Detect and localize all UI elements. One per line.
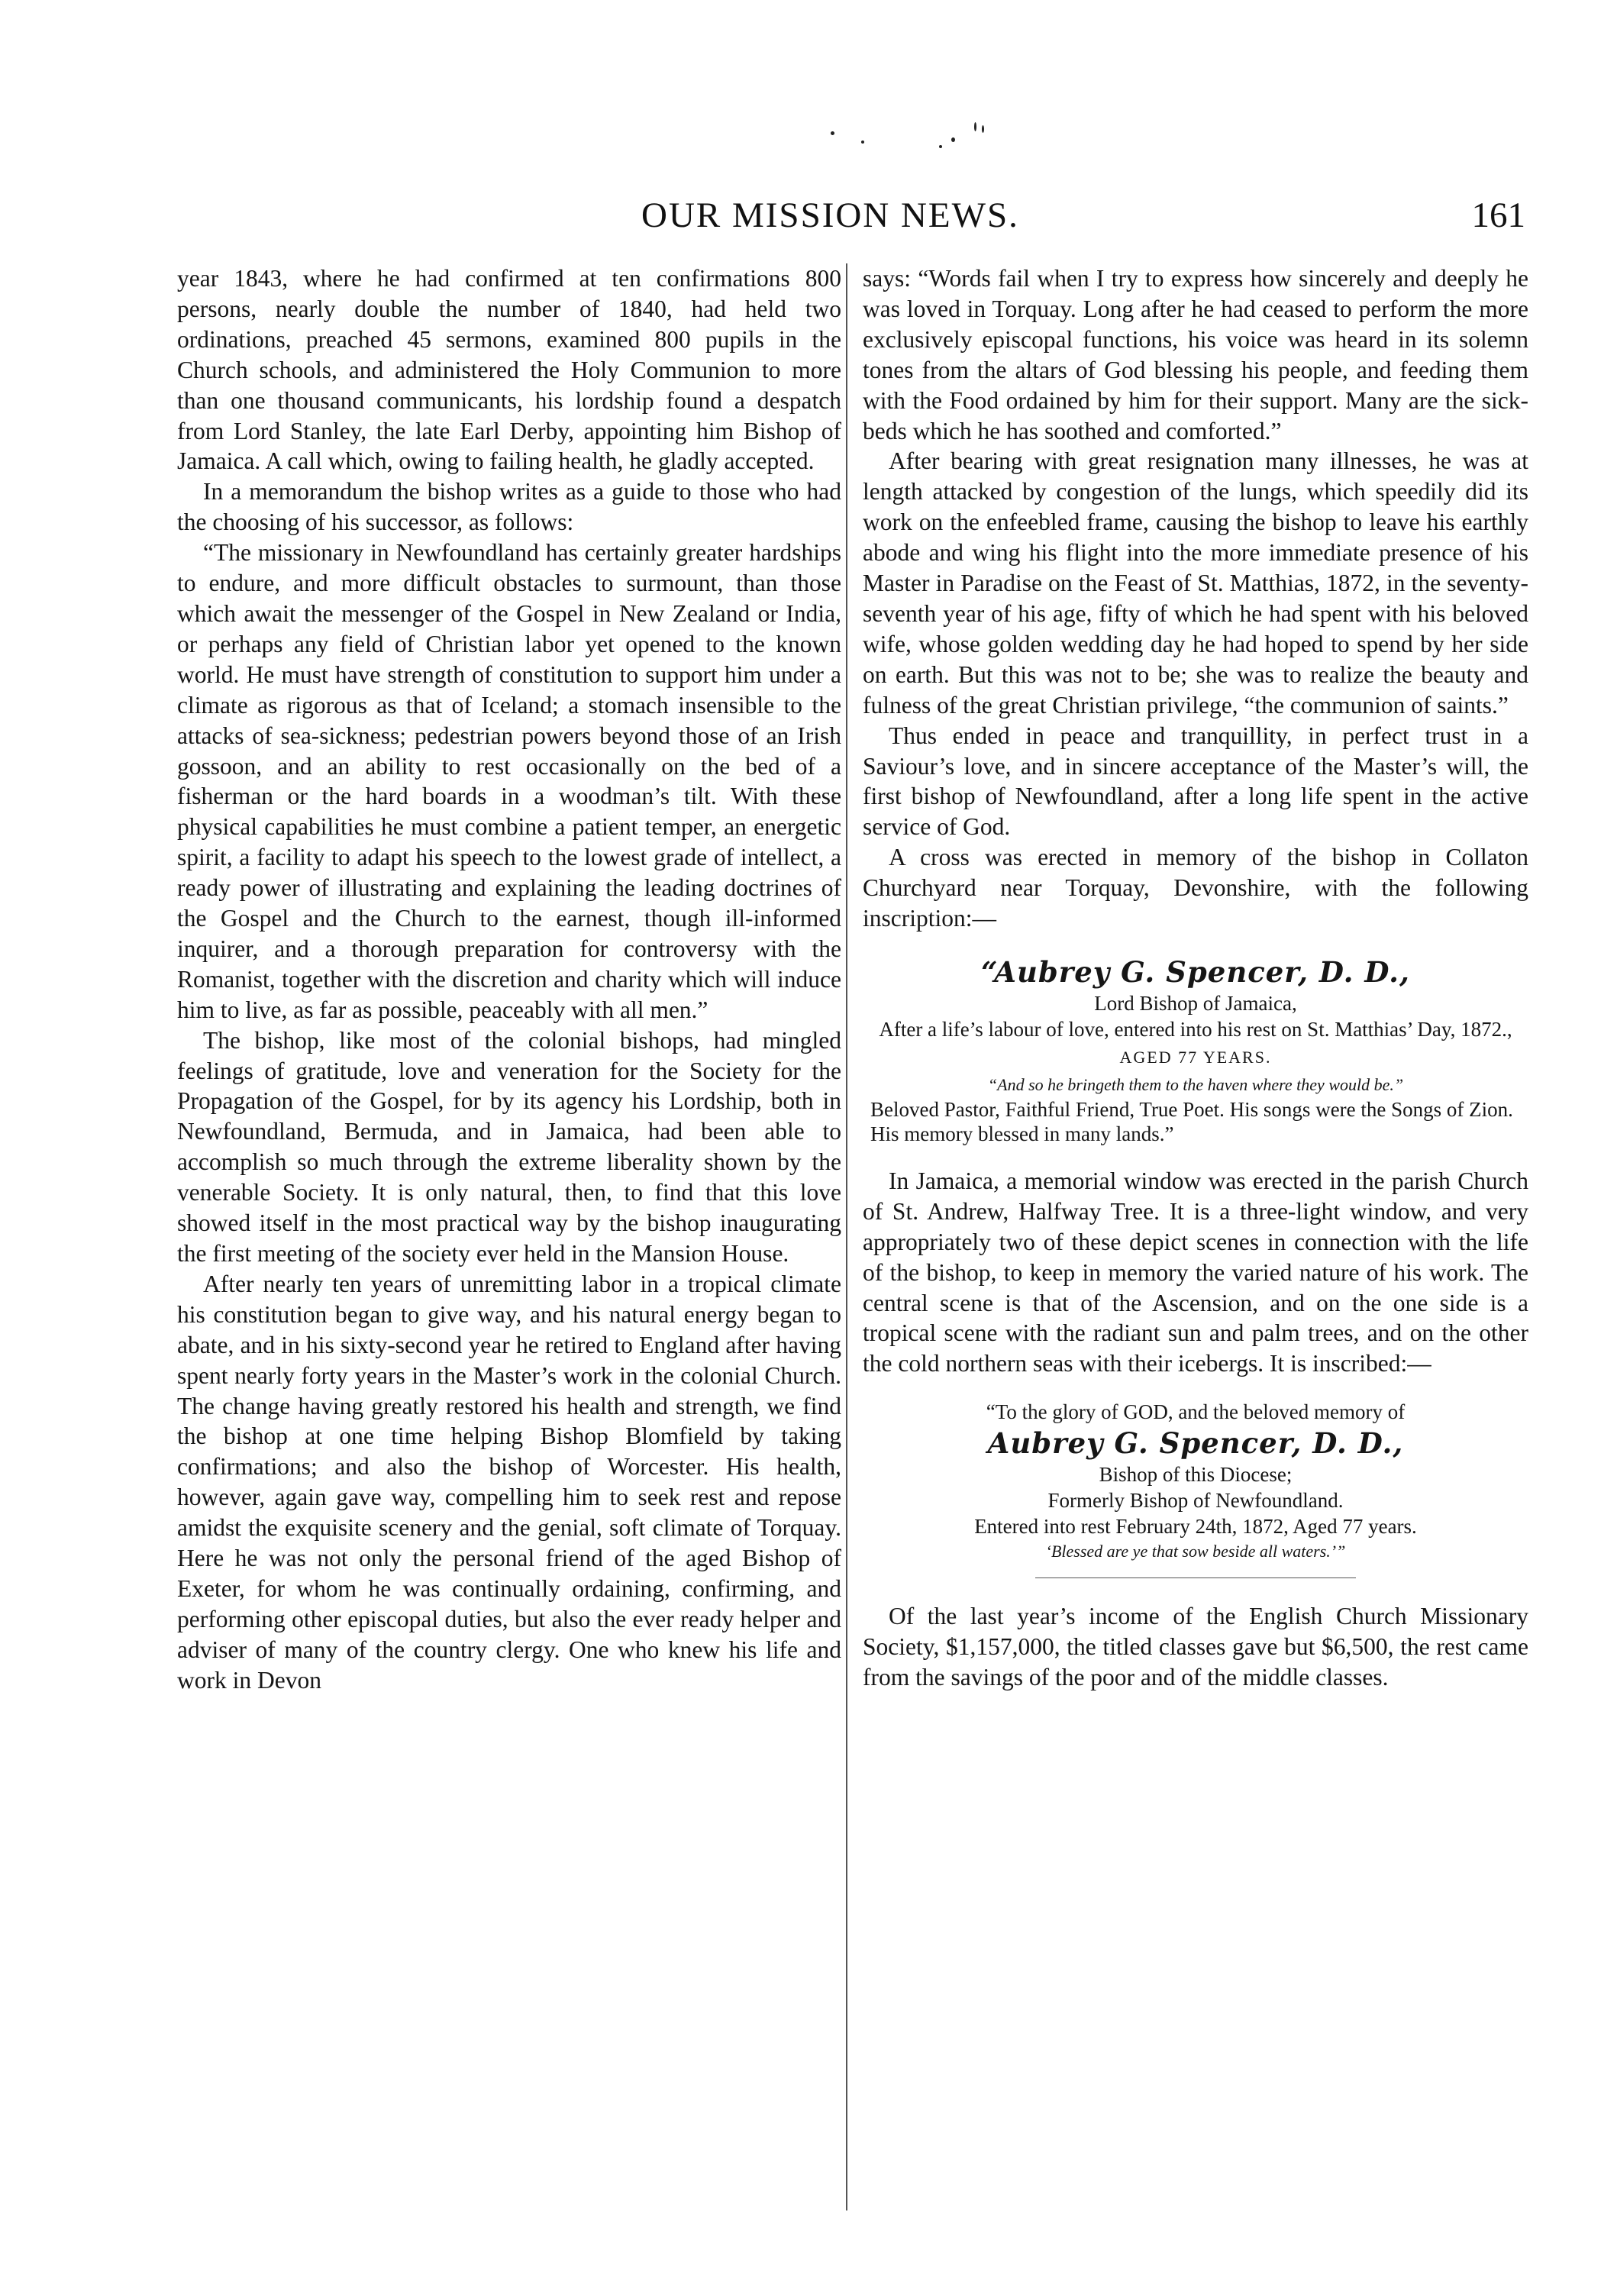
print-specks	[825, 115, 1023, 160]
paragraph: After nearly ten years of unremitting labor in a tropical climate his constitution began to give way, and his natural energy began to abate, and in his sixty-second year he retired to England after having spent nearly forty years in the Master’s work in the colonial Church. The change having greatly restored his health and strength, we find the bishop at one time helping Bishop Blomfield by taking confirmations; and also the bishop of Worcester. His health, however, again gave way, compelling him to seek rest and repose amidst the exquisite scenery and the genial, soft climate of Torquay. Here he was not only the personal friend of the aged Bishop of Exeter, for whom he was continually ordaining, confirming, and performing other episcopal duties, but also the ever ready helper and adviser of many of the country clergy. One who knew his life and work in Devon	[177, 1270, 841, 1694]
column-divider	[846, 263, 847, 2210]
inscription-line: Lord Bishop of Jamaica,	[1094, 991, 1297, 1015]
page-number: 161	[1471, 195, 1525, 235]
inscription-heading: Aubrey G. Spencer, D. D.,	[987, 1426, 1404, 1461]
quoted-memorandum: “The missionary in Newfoundland has certainly greater hardships to endure, and more difficult obstacles to surmount, than those which await the messenger of the Gospel in New Zealand or India, or perhaps any field of Christian labor yet opened to the known world. He must have strength of constitution to support him under a climate as rigorous as that of Iceland; a stomach insensible to the attacks of sea-sickness; pedestrian powers beyond those of an Irish gossoon, and an ability to rest occasionally on the bed of a fisherman or the hard boards in a woodman’s tilt. With these physical capabilities he must combine a patient temper, an energetic spirit, a facility to adapt his speech to the lowest grade of intellect, a ready power of illustrating and explaining the leading doctrines of the Gospel and the Church to the earnest, though ill-informed inquirer, and a thorough preparation for controversy with the Romanist, together with the discretion and charity which will induce him to live, as far as possible, peaceably with all men.”	[177, 539, 841, 1023]
paragraph-final: Of the last year’s income of the English Church Missionary Society, $1,157,000, the titled classes gave but $6,500, the rest came from the savings of the poor and of the middle classes.	[863, 1603, 1528, 1691]
inscription-age: AGED 77 YEARS.	[1119, 1047, 1272, 1067]
paragraph: The bishop, like most of the colonial bishops, had mingled feelings of gratitude, love and veneration for the Society for the Propagation of the Gospel, for by its agency his Lordship, both in Newfoundland, Bermuda, and in Jamaica, had been able to accomplish so much through the extreme liberality shown by the venerable Society. It is only natural, then, to find that this love showed itself in the most practical way by the bishop inaugurating the first meeting of the society ever held in the Mansion House.	[177, 1026, 841, 1267]
window-inscription	[863, 1399, 1528, 1564]
section-separator	[1035, 1577, 1356, 1578]
running-title: OUR MISSION NEWS.	[641, 195, 1019, 235]
paragraph: Thus ended in peace and tranquillity, in perfect trust in a Saviour’s love, and in sincere acceptance of the Master’s will, the first bishop of Newfoundland, after a long life spent in the active service of God.	[863, 722, 1528, 841]
inscription-epitaph: Beloved Pastor, Faithful Friend, True Poet. His songs were the Songs of Zion. His memory blessed in many lands.”	[870, 1097, 1513, 1145]
inscription-line: Entered into rest February 24th, 1872, Aged 77 years.	[974, 1515, 1417, 1539]
inscription-line: “To the glory of GOD, and the beloved memory of	[986, 1400, 1406, 1424]
paragraph: In Jamaica, a memorial window was erected in the parish Church of St. Andrew, Halfway Tree. It is a three-light window, and very appropriately two of these depict scenes in connection with the life of the bishop, to keep in memory the varied nature of his work. The central scene is that of the Ascension, and on the one side is a tropical scene with the radiant sun and palm trees, and on the other the cold northern seas with their icebergs. It is inscribed:—	[863, 1167, 1528, 1377]
paragraph: In a memorandum the bishop writes as a guide to those who had the choosing of his successor, as follows:	[177, 478, 841, 536]
right-column	[863, 263, 1528, 1693]
inscription-line: After a life’s labour of love, entered into his rest on St. Matthias’ Day, 1872.,	[879, 1017, 1512, 1041]
inscription-heading: “Aubrey G. Spencer, D. D.,	[981, 954, 1410, 989]
inscription-verse: ‘Blessed are ye that sow beside all waters.’”	[1045, 1542, 1346, 1561]
left-column	[177, 263, 841, 1696]
cross-inscription	[863, 954, 1528, 1146]
paragraph: says: “Words fail when I try to express how sincerely and deeply he was loved in Torquay. Long after he had ceased to perform the more exclusively episcopal functions, his voice was heard in its solemn tones from the altars of God blessing his people, and feeding them with the Food ordained by him for their support. Many are the sick-beds which he has soothed and comforted.”	[863, 265, 1528, 444]
running-head	[0, 195, 1617, 248]
paragraph: A cross was erected in memory of the bishop in Collaton Churchyard near Torquay, Devonshire, with the following inscription:—	[863, 844, 1528, 932]
paragraph: year 1843, where he had confirmed at ten confirmations 800 persons, nearly double the number of 1840, had held two ordinations, preached 45 sermons, examined 800 pupils in the Church schools, and administered the Holy Communion to more than one thousand communicants, his lordship found a despatch from Lord Stanley, the late Earl Derby, appointing him Bishop of Jamaica. A call which, owing to failing health, he gladly accepted.	[177, 265, 841, 475]
inscription-line: Bishop of this Diocese;	[1099, 1463, 1293, 1487]
paragraph: After bearing with great resignation many illnesses, he was at length attacked by congestion of the lungs, which speedily did its work on the enfeebled frame, causing the bishop to leave his earthly abode and wing his flight into the more immediate presence of his Master in Paradise on the Feast of St. Matthias, 1872, in the seventy-seventh year of his age, fifty of which he had spent with his beloved wife, whose golden wedding day he had hoped to spend by her side on earth. But this was not to be; she was to realize the beauty and fulness of the great Christian privilege, “the communion of saints.”	[863, 447, 1528, 719]
inscription-verse: “And so he bringeth them to the haven where they would be.”	[987, 1074, 1404, 1094]
inscription-line: Formerly Bishop of Newfoundland.	[1047, 1489, 1344, 1513]
